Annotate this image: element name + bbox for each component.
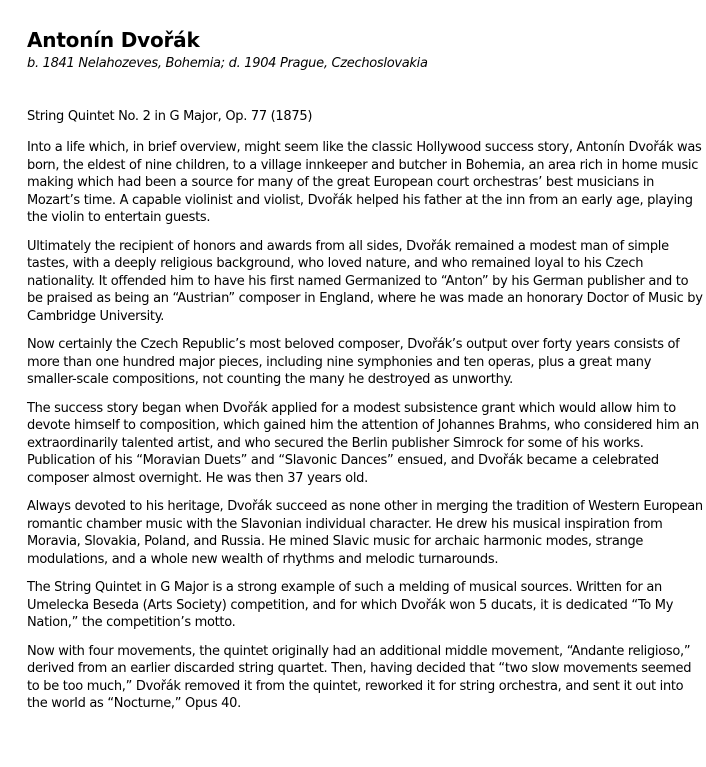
paragraph-heritage-influences: Always devoted to his heritage, Dvořák succeed as none other in merging the tradition of Western European romantic chamber music with the Slavonian individual character. He drew his musical inspiration from Moravia, Slovakia, Poland, and Russia. He mined Slavic music for archaic harmonic modes, strange modulations, and a whole new wealth of rhythms and melodic turnarounds. bbox=[27, 499, 703, 567]
paragraph-biography-intro: Into a life which, in brief overview, might seem like the classic Hollywood success story, Antonín Dvořák was born, the eldest of nine children, to a village innkeeper and butcher in Bohemia, an area rich in home music making which had been a source for many of the great European court orchestras’ best musicians in Mozart’s time. A capable violinist and violist, Dvořák helped his father at the inn from an early age, playing the violin to entertain guests. bbox=[27, 140, 702, 225]
paragraph-success-story: The success story began when Dvořák applied for a modest subsistence grant which would allow him to devote himself to composition, which gained him the attention of Johannes Brahms, who considered him an extraordinarily talented artist, and who secured the Berlin publisher Simrock for some of his works. Publication of his “Moravian Duets” and “Slavonic Dances” ensued, and Dvořák became a celebrated composer almost overnight. He was then 37 years old. bbox=[27, 400, 699, 486]
paragraph-honors-character: Ultimately the recipient of honors and awards from all sides, Dvořák remained a modest man of simple tastes, with a deeply religious background, who loved nature, and who remained loyal to his Czech nationality. It offended him to have his first named Germanized to “Anton” by his German publisher and to be praised as being an “Austrian” composer in England, where he was made an honorary Doctor of Music by Cambridge University. bbox=[27, 238, 703, 324]
paragraph-output-overview: Now certainly the Czech Republic’s most beloved composer, Dvořák’s output over forty years consists of more than one hundred major pieces, including nine symphonies and ten operas, plus a great many smaller-scale compositions, not counting the many he destroyed as unworthy. bbox=[27, 337, 680, 387]
paragraph-quintet-origin: The String Quintet in G Major is a strong example of such a melding of musical sources. Written for an Umelecka Beseda (Arts Society) competition, and for which Dvořák won 5 ducats, it is dedicated “To My Nation,” the competition’s motto. bbox=[27, 580, 674, 630]
composer-life-dates: b. 1841 Nelahozeves, Bohemia; d. 1904 Prague, Czechoslovakia bbox=[27, 56, 428, 71]
work-title-heading: String Quintet No. 2 in G Major, Op. 77 (1875) bbox=[27, 108, 313, 124]
paragraph-movements-nocturne: Now with four movements, the quintet originally had an additional middle movement, “Andante religioso,” derived from an earlier discarded string quartet. Then, having decided that “two slow movements seemed to be too much,” Dvořák removed it from the quintet, reworked it for string orchestra, and sent it out into the world as “Nocturne,” Opus 40. bbox=[27, 643, 692, 711]
composer-name-heading: Antonín Dvořák bbox=[27, 28, 200, 52]
